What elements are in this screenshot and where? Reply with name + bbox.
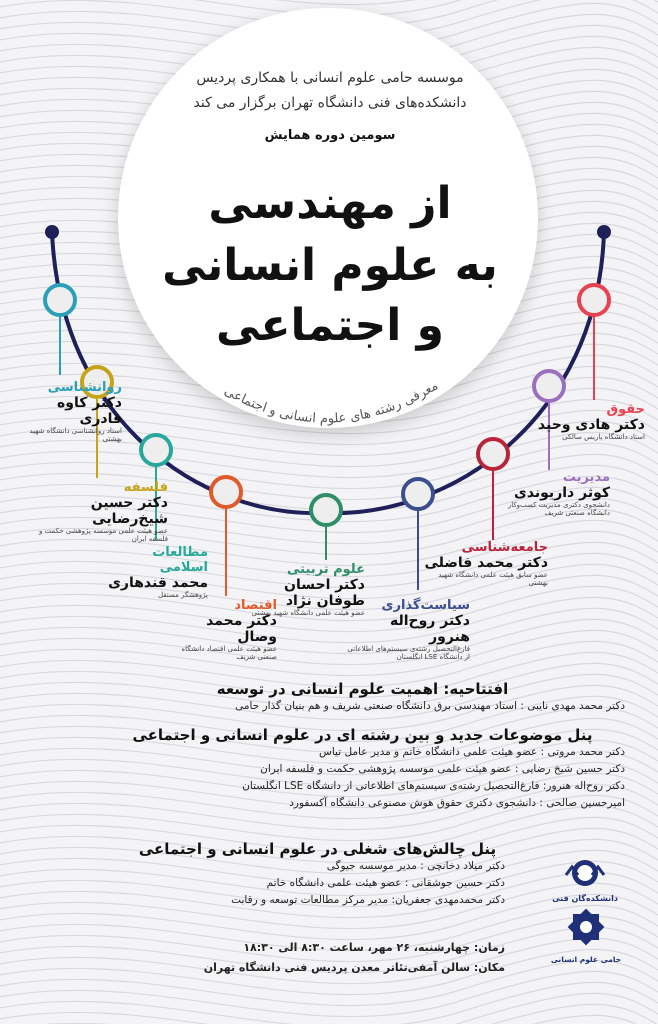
speaker-field: اقتصاد [234, 598, 277, 613]
speaker-law [505, 402, 645, 441]
event-info [200, 938, 505, 978]
opening-title: افتتاحیه: اهمیت علوم انسانی در توسعه [216, 680, 509, 698]
fanni-logo [552, 855, 618, 911]
speaker-name: دکتر محمد فاضلی [424, 555, 548, 571]
node-islamic [141, 435, 171, 465]
speaker-desc: عضو هیئت علمی دانشگاه شهید بهشتی [251, 609, 365, 617]
panel2-speaker: دکتر حسین جوشقانی : عضو هیئت علمی دانشگاه خاتم [266, 877, 505, 889]
fanni-logo-text: دانشکده‌گان فنی [552, 894, 618, 903]
node-education [311, 495, 341, 525]
speaker-field: مطالعات اسلامی [152, 545, 208, 575]
title-line-1: از مهندسی [208, 178, 452, 229]
speaker-field: جامعه‌شناسی [461, 540, 548, 555]
speaker-desc: عضو هیئت علمی اقتصاد دانشگاه صنعتی شریف [181, 645, 277, 661]
panel1-speaker: دکتر محمد مروتی : عضو هیئت علمی دانشگاه خاتم و مدیر عامل تیاس [319, 746, 625, 758]
speaker-name: محمد قندهاری [108, 575, 208, 591]
speaker-desc: عضو هیئت علمی موسسه پژوهشی حکمت و فلسفه ایران [38, 527, 168, 543]
program-panel-1 [40, 726, 625, 812]
speaker-name: دکتر احسان طوفان نژاد [284, 577, 365, 609]
speaker-desc: استاد دانشگاه پاریس سالکی [562, 433, 645, 441]
organizer-line-1: موسسه حامی علوم انسانی با همکاری پردیس [196, 70, 464, 86]
speaker-desc: فارغ‌التحصیل رشته‌ی سیستم‌های اطلاعاتی از دانشگاه LSE انگلستان [347, 645, 470, 661]
hami-logo-text: حامی علوم انسانی [550, 955, 622, 964]
program-panel-2 [130, 840, 505, 909]
speaker-psychology [12, 380, 122, 443]
speaker-name: دکتر حسین شیخ‌رضایی [90, 495, 168, 527]
speaker-field: علوم تربیتی [286, 562, 365, 577]
speaker-desc: عضو سابق هیئت علمی دانشگاه شهید بهشتی [438, 571, 548, 587]
arc-end-left [45, 225, 59, 239]
panel1-title: پنل موضوعات جدید و بین رشته ای در علوم انسانی و اجتماعی [132, 726, 593, 744]
speaker-desc: پژوهشگر مستقل [157, 591, 208, 599]
speaker-field: روانشناسی [47, 380, 122, 395]
speaker-sociology [418, 540, 548, 587]
panel1-speaker: دکتر روح‌اله هنرور: فارغ‌التحصیل رشته‌ی سیستم‌های اطلاعاتی از دانشگاه LSE انگلستان [242, 780, 625, 792]
arc-end-right [597, 225, 611, 239]
title-line-3: و اجتماعی [215, 300, 444, 351]
speaker-name: دکتر کاوه قادری [57, 395, 122, 427]
speaker-economics [162, 598, 277, 661]
opening-speaker: دکتر محمد مهدی نایبی : استاد مهندسی برق دانشگاه صنعتی شریف و هم بنیان گذار حامی [235, 700, 625, 712]
speaker-field: فلسفه [123, 480, 168, 495]
speaker-name: دکتر محمد وصال [206, 613, 277, 645]
title-line-2: به علوم انسانی [162, 240, 498, 291]
speaker-management [500, 470, 610, 517]
node-politics [403, 479, 433, 509]
speaker-field: سیاست‌گذاری [381, 598, 470, 613]
node-law [579, 285, 609, 315]
speaker-desc: استاد روانشناسی دانشگاه شهید بهشتی [29, 427, 122, 443]
panel1-speaker: دکتر حسین شیخ رضایی : عضو هیئت علمی موسسه پژوهشی حکمت و فلسفه ایران [260, 763, 625, 775]
organizer-line-2: دانشکده‌های فنی دانشگاه تهران برگزار می کند [193, 95, 467, 111]
node-sociology [478, 439, 508, 469]
speaker-field: مدیریت [562, 470, 610, 485]
program-opening [40, 680, 625, 715]
speaker-field: حقوق [606, 402, 645, 417]
panel2-speaker: دکتر محمدمهدی جعفریان: مدیر مرکز مطالعات توسعه و رقابت [231, 894, 505, 906]
edition-label: سومین دوره همایش [264, 128, 396, 143]
node-economics [211, 477, 241, 507]
panel2-speaker: دکتر میلاد دخانچی : مدیر موسسه جیوگی [326, 860, 505, 872]
subtitle [222, 378, 441, 426]
speaker-name: دکتر روح‌اله هنرور [389, 613, 470, 645]
event-time: زمان: چهارشنبه، ۲۶ مهر، ساعت ۸:۳۰ الی ۱۸:۳۰ [243, 941, 505, 954]
panel2-title: پنل چالش‌های شغلی در علوم انسانی و اجتماعی [138, 840, 497, 858]
speaker-name: دکتر هادی وحید [537, 417, 645, 433]
node-management [534, 371, 564, 401]
speaker-philosophy [18, 480, 168, 543]
panel1-speaker: امیرحسین صالحی : دانشجوی دکتری حقوق هوش مصنوعی دانشگاه آکسفورد [289, 797, 625, 809]
speaker-name: کوثر داریوندی [513, 485, 610, 501]
node-psychology [45, 285, 75, 315]
event-place: مکان: سالن آمفی‌تئاتر معدن پردیس فنی دانشگاه تهران [203, 961, 505, 974]
speaker-desc: دانشجوی دکتری مدیریت کسب‌وکار دانشگاه صنعتی شریف [507, 501, 610, 517]
subtitle-text: معرفی رشته های علوم انسانی و اجتماعی [221, 378, 441, 427]
speaker-islamic [100, 545, 208, 599]
hami-logo [550, 910, 622, 974]
